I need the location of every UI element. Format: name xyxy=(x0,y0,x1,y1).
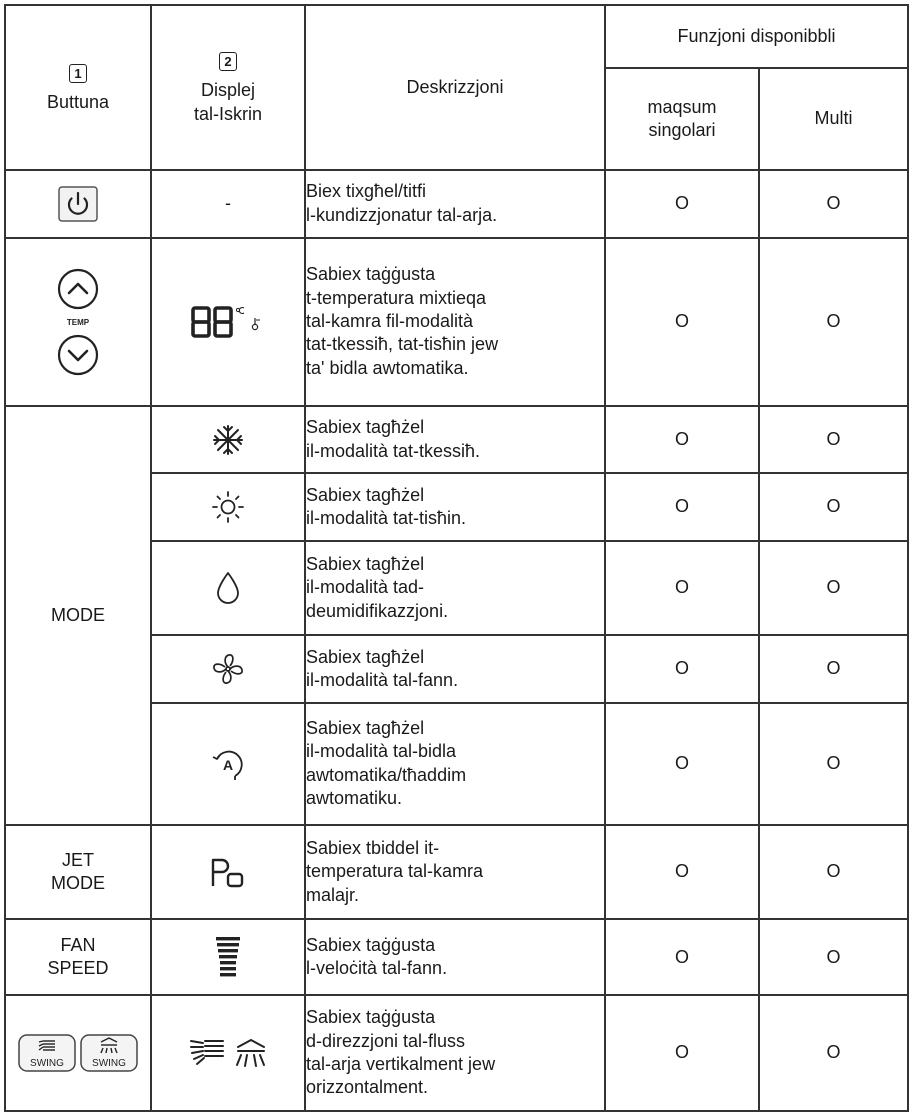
display-cell xyxy=(151,406,305,473)
description-line: il-modalità tad- xyxy=(306,577,425,598)
description-line: Biex tixgħel/titfi xyxy=(306,181,427,202)
fan-icon xyxy=(210,651,246,687)
table-row xyxy=(5,919,908,995)
description-line: Sabiex tbiddel it- xyxy=(306,837,440,858)
description-line: malajr. xyxy=(306,884,360,905)
header-split-2: singolari xyxy=(648,120,716,141)
multi-cell: O xyxy=(759,170,908,237)
description-line: awtomatiku. xyxy=(306,788,403,809)
multi-cell: O xyxy=(759,919,908,995)
description-cell xyxy=(305,541,605,636)
description-line: tal-arja vertikalment jew xyxy=(306,1054,496,1075)
jet-mode-label-1: JET xyxy=(61,849,94,870)
header-display-label-1: Displej xyxy=(200,80,256,101)
split-cell: O xyxy=(605,995,759,1111)
header-display-label-2: tal-Iskrin xyxy=(193,103,262,124)
function-table xyxy=(4,4,909,1112)
temp-up-down-icon xyxy=(48,262,108,382)
split-cell: O xyxy=(605,238,759,406)
description-line: l-veloċità tal-fann. xyxy=(306,958,448,979)
header-split-1: maqsum xyxy=(647,96,717,117)
description-cell xyxy=(305,473,605,540)
multi-cell: O xyxy=(759,473,908,540)
sun-icon xyxy=(211,490,245,524)
description-line: temperatura tal-kamra xyxy=(306,861,484,882)
multi-cell: O xyxy=(759,635,908,702)
swing-label-1: SWING xyxy=(30,1058,64,1070)
split-cell: O xyxy=(605,635,759,702)
split-cell: O xyxy=(605,473,759,540)
fan-speed-label-2: SPEED xyxy=(47,958,109,979)
display-cell xyxy=(151,473,305,540)
description-line: d-direzzjoni tal-fluss xyxy=(306,1030,466,1051)
description-line: Sabiex tagħżel xyxy=(306,553,425,574)
swing-airflow-icon xyxy=(183,1035,273,1071)
header-display xyxy=(151,5,305,170)
description-cell xyxy=(305,238,605,406)
button-cell xyxy=(5,919,151,995)
description-line: Sabiex tagħżel xyxy=(306,484,425,505)
description-cell xyxy=(305,170,605,237)
button-cell xyxy=(5,825,151,920)
display-cell: - xyxy=(151,170,305,237)
jet-mode-icon xyxy=(206,854,250,890)
display-cell xyxy=(151,541,305,636)
auto-mode-letter: A xyxy=(222,756,234,773)
description-line: il-modalità tal-bidla xyxy=(306,741,457,762)
header-button-number: 1 xyxy=(69,64,87,83)
fan-speed-bars-icon xyxy=(213,935,243,979)
display-cell xyxy=(151,635,305,702)
header-split xyxy=(605,68,759,170)
split-cell: O xyxy=(605,406,759,473)
table-row xyxy=(5,238,908,406)
description-cell xyxy=(305,995,605,1111)
temp-label: TEMP xyxy=(66,317,90,327)
split-cell: O xyxy=(605,541,759,636)
display-cell xyxy=(151,995,305,1111)
jet-mode-label-2: MODE xyxy=(51,873,105,894)
description-line: Sabiex taġġusta xyxy=(306,1007,436,1028)
description-line: deumidifikazzjoni. xyxy=(306,600,449,621)
description-line: Sabiex tagħżel xyxy=(306,417,425,438)
display-cell xyxy=(151,703,305,825)
table-row xyxy=(5,170,908,237)
snowflake-icon xyxy=(211,423,245,457)
description-line: il-modalità tat-tkessiħ. xyxy=(306,440,481,461)
multi-cell: O xyxy=(759,238,908,406)
split-cell: O xyxy=(605,170,759,237)
description-cell xyxy=(305,919,605,995)
split-cell: O xyxy=(605,919,759,995)
description-line: il-modalità tal-fann. xyxy=(306,669,459,690)
header-button-label: Buttuna xyxy=(46,91,110,112)
description-line: Sabiex taġġusta xyxy=(306,934,436,955)
header-description: Deskrizzjoni xyxy=(305,5,605,170)
description-line: t-temperatura mixtieqa xyxy=(306,287,487,308)
description-line: ta' bidla awtomatika. xyxy=(306,357,469,378)
button-cell xyxy=(5,995,151,1111)
table-row xyxy=(5,995,908,1111)
multi-cell: O xyxy=(759,406,908,473)
description-line: Sabiex taġġusta xyxy=(306,264,436,285)
header-display-number: 2 xyxy=(219,52,237,71)
description-line: l-kundizzjonatur tal-arja. xyxy=(306,204,498,225)
multi-cell: O xyxy=(759,703,908,825)
description-line: Sabiex tagħżel xyxy=(306,646,425,667)
header-multi: Multi xyxy=(759,68,908,170)
auto-mode-icon xyxy=(209,745,247,783)
water-drop-icon xyxy=(213,570,243,606)
description-line: orizzontalment. xyxy=(306,1077,429,1098)
header-button xyxy=(5,5,151,170)
description-cell xyxy=(305,635,605,702)
display-cell xyxy=(151,825,305,920)
power-icon xyxy=(58,186,98,222)
description-line: il-modalità tat-tisħin. xyxy=(306,507,467,528)
description-cell xyxy=(305,703,605,825)
digital-88-icon xyxy=(189,302,267,342)
table-row xyxy=(5,406,908,473)
button-cell xyxy=(5,170,151,237)
multi-cell: O xyxy=(759,995,908,1111)
description-line: Sabiex tagħżel xyxy=(306,717,425,738)
header-functions: Funzjoni disponibbli xyxy=(605,5,908,68)
description-cell xyxy=(305,825,605,920)
display-cell xyxy=(151,919,305,995)
description-line: tal-kamra fil-modalità xyxy=(306,311,474,332)
description-cell xyxy=(305,406,605,473)
swing-buttons-icon xyxy=(15,1032,141,1074)
description-line: tat-tkessiħ, tat-tisħin jew xyxy=(306,334,499,355)
mode-button-label: MODE xyxy=(5,406,151,825)
fan-speed-label-1: FAN xyxy=(60,934,96,955)
display-cell xyxy=(151,238,305,406)
table-row xyxy=(5,825,908,920)
swing-label-2: SWING xyxy=(92,1058,126,1070)
description-line: awtomatika/tħaddim xyxy=(306,764,467,785)
multi-cell: O xyxy=(759,825,908,920)
multi-cell: O xyxy=(759,541,908,636)
split-cell: O xyxy=(605,825,759,920)
button-cell xyxy=(5,238,151,406)
split-cell: O xyxy=(605,703,759,825)
